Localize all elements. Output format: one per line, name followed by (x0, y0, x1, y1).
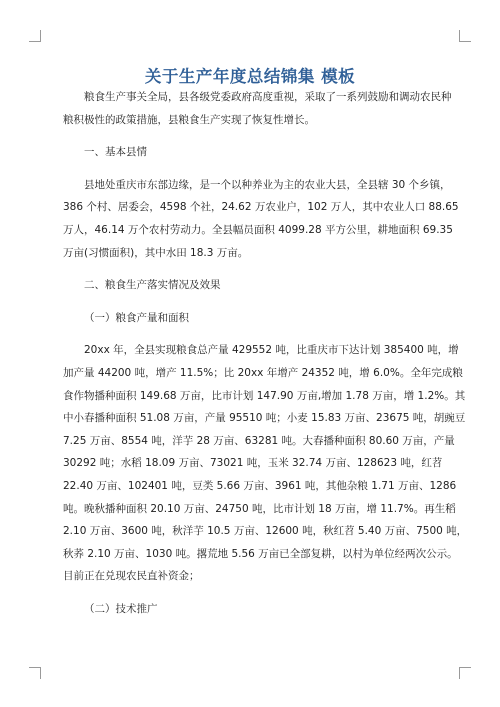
crop-mark-bottom-left (29, 667, 41, 679)
intro-paragraph (63, 86, 452, 131)
text-line: （一）粮食产量和面积 (84, 311, 189, 324)
text-line: 粮积极性的政策措施，县粮食生产实现了恢复性增长。 (63, 113, 315, 126)
text-line: 万人，46.14 万个农村劳动力。全县幅员面积 4099.28 平方公里，耕地面积 69.35 (63, 223, 453, 236)
subheading-tech-promotion (63, 598, 441, 621)
county-info-paragraph (63, 174, 459, 264)
text-line: 食作物播种面积 149.68 万亩，比市计划 147.90 万亩,增加 1.78 万亩，增 1.2%。其 (63, 389, 466, 402)
text-line: 二、粮食生产落实情况及效果 (84, 279, 221, 292)
text-line: 22.40 万亩、102401 吨，豆类 5.66 万亩、3961 吨，其他杂粮 1.71 万亩、1286 (63, 479, 457, 492)
text-line: 386 个村、居委会，4598 个社，24.62 万农业户，102 万人，其中农业人口 88.65 (63, 201, 459, 214)
text-line: 吨。晚秋播种面积 20.10 万亩、24750 吨，比市计划 18 万亩，增 11.7%。再生稻 (63, 502, 456, 515)
text-line: 粮食生产事关全局，县各级党委政府高度重视，采取了一系列鼓励和调动农民种 (84, 91, 452, 103)
text-line: 中小春播种面积 51.08 万亩，产量 95510 吨；小麦 15.83 万亩、23675 吨，胡豌豆 (63, 412, 466, 425)
document-body (63, 86, 468, 620)
crop-mark-top-right (459, 30, 471, 42)
crop-mark-top-left (29, 30, 41, 42)
section-heading-basic-info (63, 141, 441, 164)
text-line: 县地处重庆市东部边缘，是一个以种养业为主的农业大县，全县辖 30 个乡镇， (84, 178, 451, 191)
section-heading-grain-production (63, 274, 441, 297)
text-line: 7.25 万亩、8554 吨，洋芋 28 万亩、63281 吨。大春播种面积 80.60 万亩，产量 (63, 434, 455, 447)
text-line: 目前正在兑现农民直补资金； (63, 570, 200, 583)
crop-mark-bottom-right (459, 667, 471, 679)
text-line: 加产量 44200 吨，增产 11.5%；比 20xx 年增产 24352 吨，增 6.0%。全年完成粮 (63, 366, 463, 379)
text-line: 20xx 年，全县实现粮食总产量 429552 吨，比重庆市下达计划 385400 吨，增 (84, 344, 459, 357)
text-line: （二）技术推广 (84, 602, 158, 615)
subheading-yield-and-area (63, 307, 441, 330)
document-title: 关于生产年度总结锦集 模板 (144, 67, 356, 86)
text-line: 万亩(习惯面积)，其中水田 18.3 万亩。 (63, 246, 249, 259)
yield-details-paragraph (63, 339, 468, 588)
text-line: 30292 吨；水稻 18.09 万亩、73021 吨，玉米 32.74 万亩、128623 吨，红苕 (63, 457, 443, 470)
text-line: 秋荞 2.10 万亩、1030 吨。撂荒地 5.56 万亩已全部复耕，以村为单位经两次公示。 (63, 547, 458, 560)
text-line: 一、基本县情 (84, 146, 147, 159)
text-line: 2.10 万亩、3600 吨，秋洋芋 10.5 万亩、12600 吨，秋红苕 5.40 万亩、7500 吨， (63, 525, 468, 538)
